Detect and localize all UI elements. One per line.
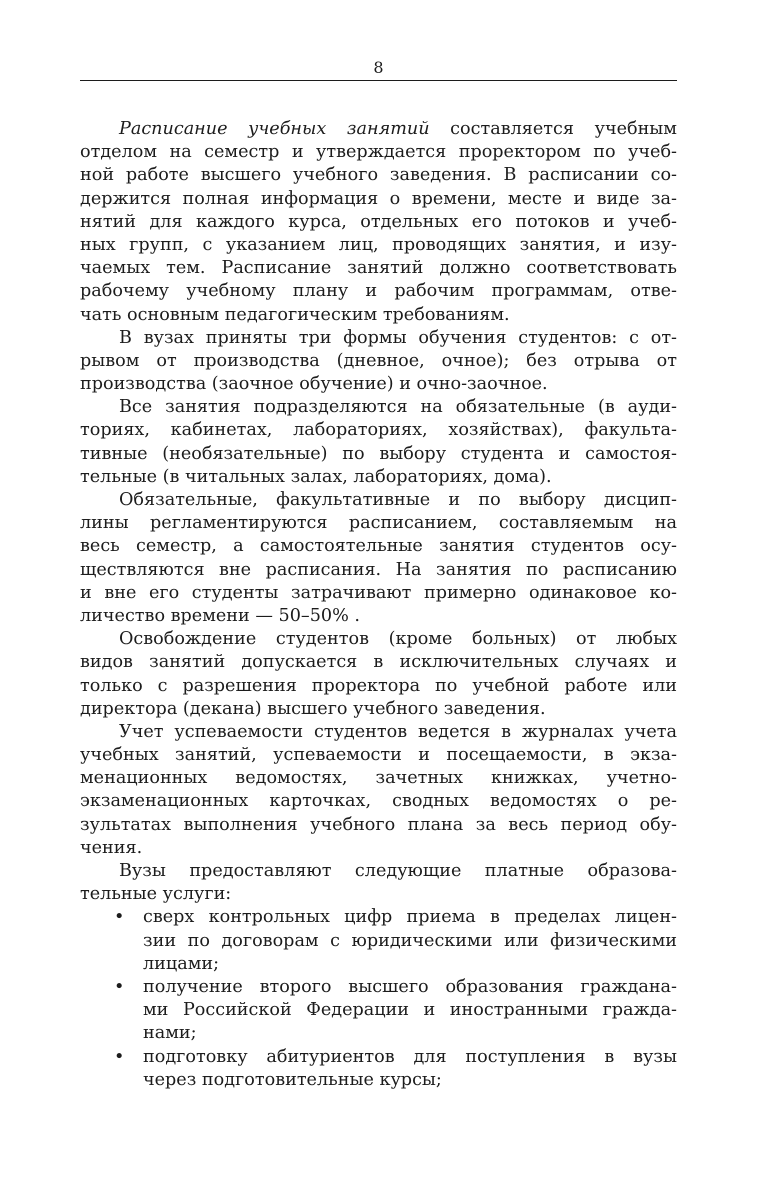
italic-term: Расписание учебных занятий bbox=[119, 119, 430, 139]
text-line: Все занятия подразделяются на обязательные (в ауди- bbox=[119, 397, 677, 418]
body-text bbox=[80, 118, 677, 1092]
text-line: тивные (необязательные) по выбору студента и самостоя- bbox=[80, 443, 677, 464]
text-line: нами; bbox=[143, 1023, 197, 1044]
text-line: нятий для каждого курса, отдельных его потоков и учеб- bbox=[80, 211, 677, 232]
text-line: менационных ведомостях, зачетных книжках, учетно- bbox=[80, 768, 677, 789]
text-line: зии по договорам с юридическими или физическими bbox=[143, 930, 677, 951]
text-line: Вузы предоставляют следующие платные образова- bbox=[119, 861, 677, 881]
text-line: ществляются вне расписания. На занятия по расписанию bbox=[80, 559, 677, 580]
text-line: зультатах выполнения учебного плана за весь период обу- bbox=[80, 814, 677, 835]
page-number: 8 bbox=[373, 58, 384, 77]
text-line: экзаменационных карточках, сводных ведомостях о ре- bbox=[80, 791, 677, 812]
text-line: чаемых тем. Расписание занятий должно соответствовать bbox=[80, 258, 677, 279]
text-line: ториях, кабинетах, лабораториях, хозяйствах), факульта- bbox=[80, 420, 677, 441]
text-line: личество времени — 50–50% . bbox=[80, 605, 361, 626]
bullet-icon: • bbox=[114, 907, 125, 928]
text-line: отделом на семестр и утверждается проректором по учеб- bbox=[80, 142, 677, 163]
text-line: только с разрешения проректора по учебной работе или bbox=[80, 675, 677, 696]
text-line: ми Российской Федерации и иностранными гражда- bbox=[143, 1000, 677, 1021]
text-line: лицами; bbox=[143, 953, 220, 974]
text-line: учебных занятий, успеваемости и посещаемости, в экза- bbox=[80, 745, 677, 766]
text-line: В вузах приняты три формы обучения студентов: с от- bbox=[119, 327, 677, 348]
text-line: тельные услуги: bbox=[80, 884, 232, 905]
text-line: держится полная информация о времени, месте и виде за- bbox=[80, 188, 677, 209]
text-line: весь семестр, а самостоятельные занятия студентов осу- bbox=[80, 536, 677, 557]
bullet-icon: • bbox=[114, 976, 125, 997]
text-line: рывом от производства (дневное, очное); без отрыва от bbox=[80, 350, 677, 371]
text-line: через подготовительные курсы; bbox=[143, 1069, 442, 1090]
bullet-icon: • bbox=[114, 1046, 125, 1067]
text-line: видов занятий допускается в исключительных случаях и bbox=[80, 652, 677, 673]
text-line: ных групп, с указанием лиц, проводящих занятия, и изу- bbox=[80, 234, 677, 255]
list-item: • сверх контрольных цифр приема в пределах лицен- bbox=[80, 906, 677, 929]
text-line: Обязательные, факультативные и по выбору дисцип- bbox=[119, 490, 677, 510]
text-line: директора (декана) высшего учебного заведения. bbox=[80, 698, 546, 719]
list-item: • подготовку абитуриентов для поступления в вузы bbox=[80, 1046, 677, 1069]
text-line: Расписание учебных занятий составляется учебным bbox=[119, 119, 677, 139]
text-line: лины регламентируются расписанием, составляемым на bbox=[80, 513, 677, 534]
text-line: чения. bbox=[80, 837, 143, 858]
text-line: ной работе высшего учебного заведения. В расписании со- bbox=[80, 165, 677, 186]
list-item: • получение второго высшего образования гражданa- bbox=[80, 976, 677, 999]
text-line: производства (заочное обучение) и очно-заочное. bbox=[80, 374, 548, 395]
text-line: чать основным педагогическим требованиям. bbox=[80, 304, 510, 325]
header-rule bbox=[80, 80, 677, 81]
text-line: рабочему учебному плану и рабочим программам, отве- bbox=[80, 281, 677, 302]
text-line: и вне его студенты затрачивают примерно одинаковое ко- bbox=[80, 582, 677, 603]
text-line: Учет успеваемости студентов ведется в журналах учета bbox=[119, 721, 677, 742]
text-line: Освобождение студентов (кроме больных) от любых bbox=[119, 629, 677, 650]
text-line: тельные (в читальных залах, лабораториях, дома). bbox=[80, 466, 552, 487]
